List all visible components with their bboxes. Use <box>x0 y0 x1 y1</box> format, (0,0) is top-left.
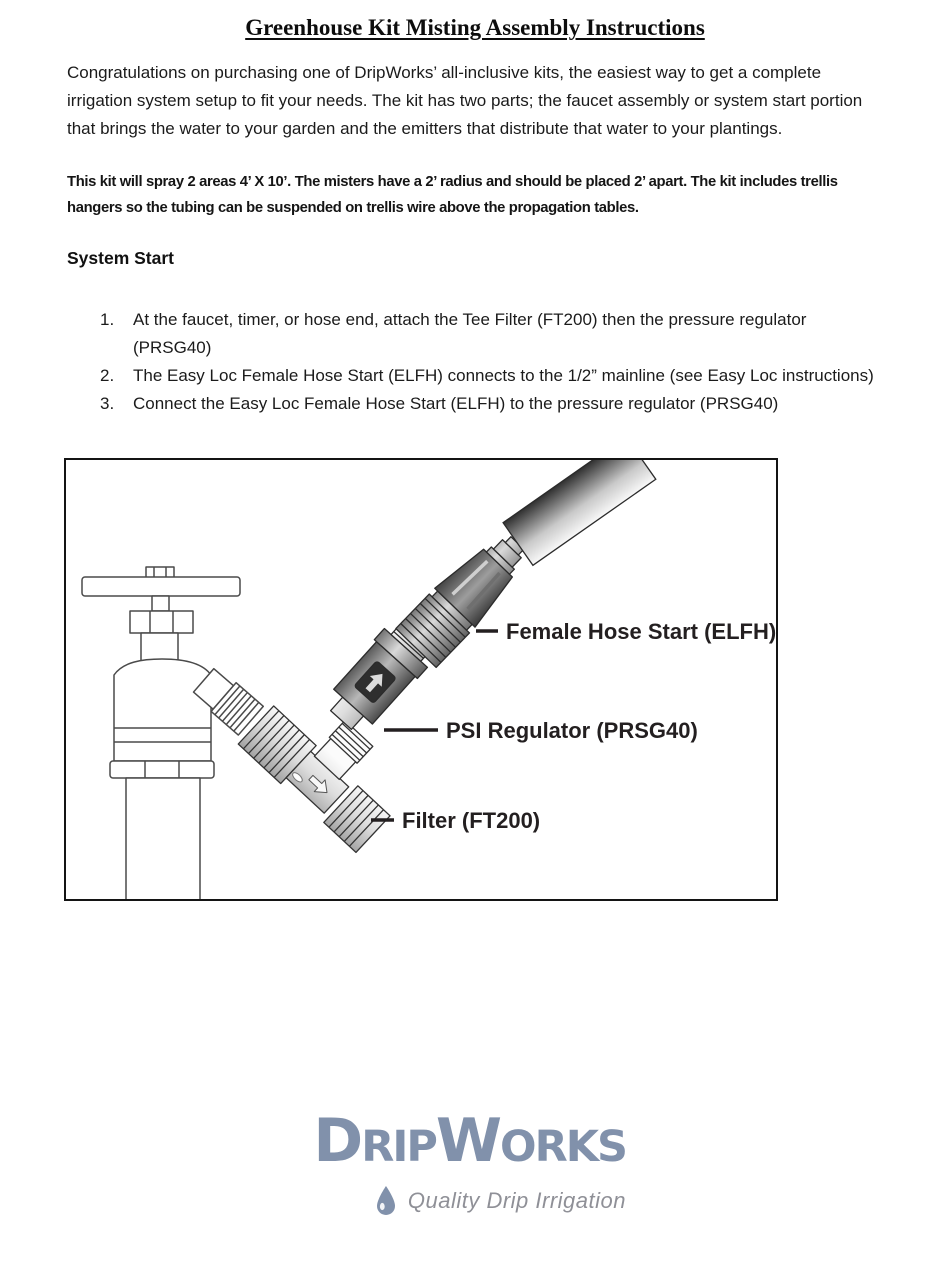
brand-letters: ORKS <box>500 1122 626 1172</box>
brand-letter: W <box>435 1106 501 1176</box>
steps-list <box>100 306 883 418</box>
faucet-body <box>114 659 211 761</box>
logo-tagline: Quality Drip Irrigation <box>407 1188 626 1213</box>
dripworks-logo <box>313 1106 626 1217</box>
faucet-base-nut <box>110 761 214 778</box>
step-number: 3. <box>100 394 115 413</box>
step-text: Connect the Easy Loc Female Hose Start (ELFH) to the pressure regulator (PRSG40) <box>133 394 779 413</box>
water-drop-icon <box>374 1185 398 1217</box>
kit-note-paragraph: This kit will spray 2 areas 4’ X 10’. The misters have a 2’ radius and should be placed 2’ apart. The kit includes trellis hangers so the tubing can be suspended on trellis wire above the propagation tables. <box>67 174 838 216</box>
tubing-illustration <box>503 460 656 565</box>
faucet-illustration <box>82 567 263 899</box>
brand-letter: D <box>313 1106 362 1176</box>
step-number: 2. <box>100 366 115 385</box>
label-psi-regulator: PSI Regulator (PRSG40) <box>446 718 698 743</box>
section-heading: System Start <box>67 248 174 268</box>
brand-wordmark <box>313 1106 626 1180</box>
page-title: Greenhouse Kit Misting Assembly Instructions <box>245 15 705 40</box>
label-filter: Filter (FT200) <box>402 808 541 833</box>
logo-tagline-row <box>374 1185 626 1217</box>
faucet-packing-nut <box>130 611 193 633</box>
label-female-hose-start: Female Hose Start (ELFH) <box>506 619 776 644</box>
assembly-diagram <box>64 458 778 901</box>
intro-paragraph: Congratulations on purchasing one of DripWorks’ all-inclusive kits, the easiest way to get a complete irrigation system setup to fit your needs. The kit has two parts; the faucet assembly or system start portion that brings the water to your garden and the emitters that distribute that water to your plantings. <box>67 63 863 138</box>
step-item <box>100 362 883 390</box>
step-text: At the faucet, timer, or hose end, attach the Tee Filter (FT200) then the pressure regulator (PRSG40) <box>133 310 807 357</box>
assembly-diagram-svg <box>66 460 776 899</box>
step-text: The Easy Loc Female Hose Start (ELFH) connects to the 1/2” mainline (see Easy Loc instructions) <box>133 366 874 385</box>
faucet-handle <box>82 577 240 596</box>
step-number: 1. <box>100 310 115 329</box>
brand-letters: RIP <box>361 1122 436 1172</box>
step-item <box>100 306 883 362</box>
female-hose-start-illustration <box>396 524 538 668</box>
document-content <box>0 0 950 418</box>
step-item <box>100 390 883 418</box>
faucet-pipe <box>126 778 200 899</box>
